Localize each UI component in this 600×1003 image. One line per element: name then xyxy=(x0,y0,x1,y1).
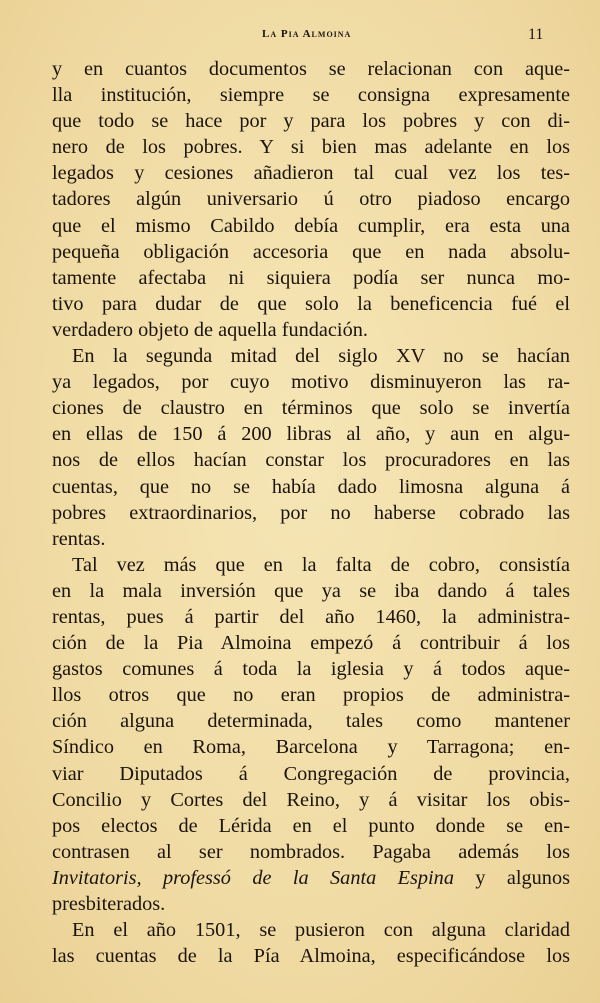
text-line: las cuentas de la Pía Almoina, especificándose los xyxy=(52,945,570,968)
text-line: pequeña obligación accesoria que en nada absolu- xyxy=(52,240,570,263)
text-line: En el año 1501, se pusieron con alguna claridad xyxy=(72,919,570,942)
text-line: Síndico en Roma, Barcelona y Tarragona; en- xyxy=(52,736,570,759)
text-line: tadores algún universario ú otro piadoso encargo xyxy=(52,188,570,211)
text-line: y en cuantos documentos se relacionan con aque- xyxy=(52,58,570,80)
text-line: ciones de claustro en términos que solo se invertía xyxy=(52,397,570,420)
mixed-text-line xyxy=(52,865,570,891)
paragraph-4 xyxy=(52,917,570,969)
text-line: En la segunda mitad del siglo XV no se hacían xyxy=(72,345,570,368)
paragraph-2 xyxy=(52,343,570,552)
text-line: pos electos de Lérida en el punto donde se en- xyxy=(52,814,570,837)
text-line: que el mismo Cabildo debía cumplir, era esta una xyxy=(52,214,570,237)
text-line: Concilio y Cortes del Reino, y á visitar los obis- xyxy=(52,788,570,811)
text-line: en ellas de 150 á 200 libras al año, y aun en algu- xyxy=(52,423,570,446)
text-line: verdadero objeto de aquella fundación. xyxy=(52,318,368,341)
text-body xyxy=(52,56,570,969)
text-line: legados y cesiones añadieron tal cual vez los tes- xyxy=(52,162,570,185)
text-line: viar Diputados á Congregación de provincia, xyxy=(52,762,570,785)
paragraph-3 xyxy=(52,552,570,917)
text-line: gastos comunes á toda la iglesia y á todos aque- xyxy=(52,658,570,681)
page-number: 11 xyxy=(528,26,544,43)
text-line: ción alguna determinada, tales como mantener xyxy=(52,710,570,733)
text-line: rentas. xyxy=(52,527,106,550)
italic-phrase: Invitatoris, professó de la Santa Espina xyxy=(52,866,454,889)
text-line: rentas, pues á partir del año 1460, la administra- xyxy=(52,605,570,628)
text-line: presbiterados. xyxy=(52,893,166,915)
text-line: tamente afectaba ni siquiera podía ser nunca mo- xyxy=(52,266,570,289)
text-line: contrasen al ser nombrados. Pagaba además los xyxy=(52,840,570,863)
text-line: ya legados, por cuyo motivo disminuyeron las ra- xyxy=(52,371,570,394)
text-line: que todo se hace por y para los pobres y con di- xyxy=(52,110,570,133)
running-head xyxy=(0,28,600,48)
text-line: cuentas, que no se había dado limosna alguna á xyxy=(52,475,570,498)
roman-phrase: y algunos xyxy=(453,866,570,889)
running-head-title: La Pia Almoina xyxy=(262,28,352,40)
text-line: llos otros que no eran propios de administra- xyxy=(52,684,570,707)
text-line: pobres extraordinarios, por no haberse cobrado las xyxy=(52,501,570,524)
paragraph-1 xyxy=(52,56,570,343)
text-line: nos de ellos hacían constar los procuradores en las xyxy=(52,449,570,472)
text-line: en la mala inversión que ya se iba dando á tales xyxy=(52,579,570,602)
text-line: nero de los pobres. Y si bien mas adelante en los xyxy=(52,136,570,159)
text-line: tivo para dudar de que solo la beneficencia fué el xyxy=(52,292,570,315)
text-line: ción de la Pia Almoina empezó á contribuir á los xyxy=(52,632,570,655)
text-line: lla institución, siempre se consigna expresamente xyxy=(52,84,570,107)
text-line: Tal vez más que en la falta de cobro, consistía xyxy=(72,553,570,576)
